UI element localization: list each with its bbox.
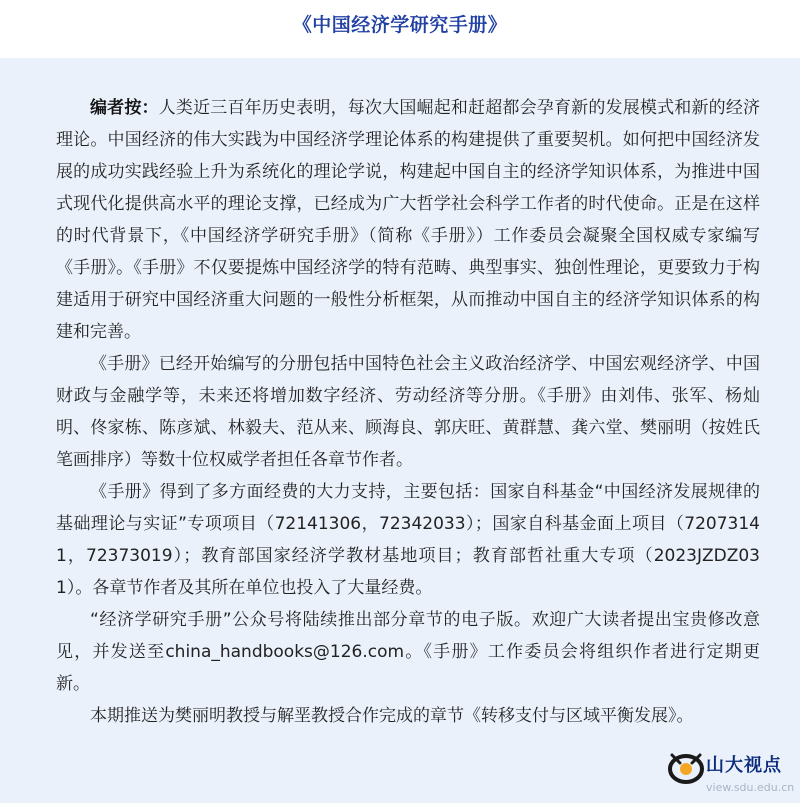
- page-title: 《中国经济学研究手册》: [292, 14, 508, 36]
- watermark-url: view.sdu.edu.cn: [706, 781, 795, 794]
- paragraph-current-issue: 本期推送为樊丽明教授与解垩教授合作完成的章节《转移支付与区域平衡发展》。: [90, 706, 694, 726]
- paragraph-funding: 《手册》得到了多方面经费的大力支持，主要包括：国家自科基金“中国经济发展规律的基础理论与实证”专项项目（72141306，72342033）；国家自科基金面上项目（72073141，72373019）；教育部国家经济学教材基地项目；教育部哲社重大专项（2023JZDZ031）。各章节作者及其所在单位也投入了大量经费。: [56, 482, 760, 598]
- sdu-view-logo-icon: [666, 747, 706, 787]
- paragraph-editor-note: [56, 92, 760, 348]
- paragraph-text: 人类近三百年历史表明，每次大国崛起和赶超都会孕育新的发展模式和新的经济理论。中国经济的伟大实践为中国经济学理论体系的构建提供了重要契机。如何把中国经济发展的成功实践经验上升为系统化的理论学说，构建起中国自主的经济学知识体系，为推进中国式现代化提供高水平的理论支撑，已经成为广大哲学社会科学工作者的时代使命。正是在这样的时代背景下，《中国经济学研究手册》（简称《手册》）工作委员会凝聚全国权威专家编写《手册》。《手册》不仅要提炼中国经济学的特有范畴、典型事实、独创性理论，更要致力于构建适用于研究中国经济重大问题的一般性分析框架，从而推动中国自主的经济学知识体系的构建和完善。: [56, 98, 761, 342]
- content-panel: [0, 58, 800, 803]
- article-body: [56, 92, 760, 732]
- paragraph-authors: 《手册》已经开始编写的分册包括中国特色社会主义政治经济学、中国宏观经济学、中国财政与金融学等，未来还将增加数字经济、劳动经济等分册。《手册》由刘伟、张军、杨灿明、佟家栋、陈彦斌、林毅夫、范从来、顾海良、郭庆旺、黄群慧、龚六堂、樊丽明（按姓氏笔画排序）等数十位权威学者担任各章节作者。: [56, 354, 760, 470]
- editor-note-label: 编者按：: [90, 98, 159, 118]
- paragraph-feedback: “经济学研究手册”公众号将陆续推出部分章节的电子版。欢迎广大读者提出宝贵修改意见，并发送至china_handbooks@126.com。《手册》工作委员会将组织作者进行定期更新。: [56, 610, 760, 694]
- watermark: [666, 743, 794, 801]
- watermark-text: 山大视点: [706, 755, 782, 776]
